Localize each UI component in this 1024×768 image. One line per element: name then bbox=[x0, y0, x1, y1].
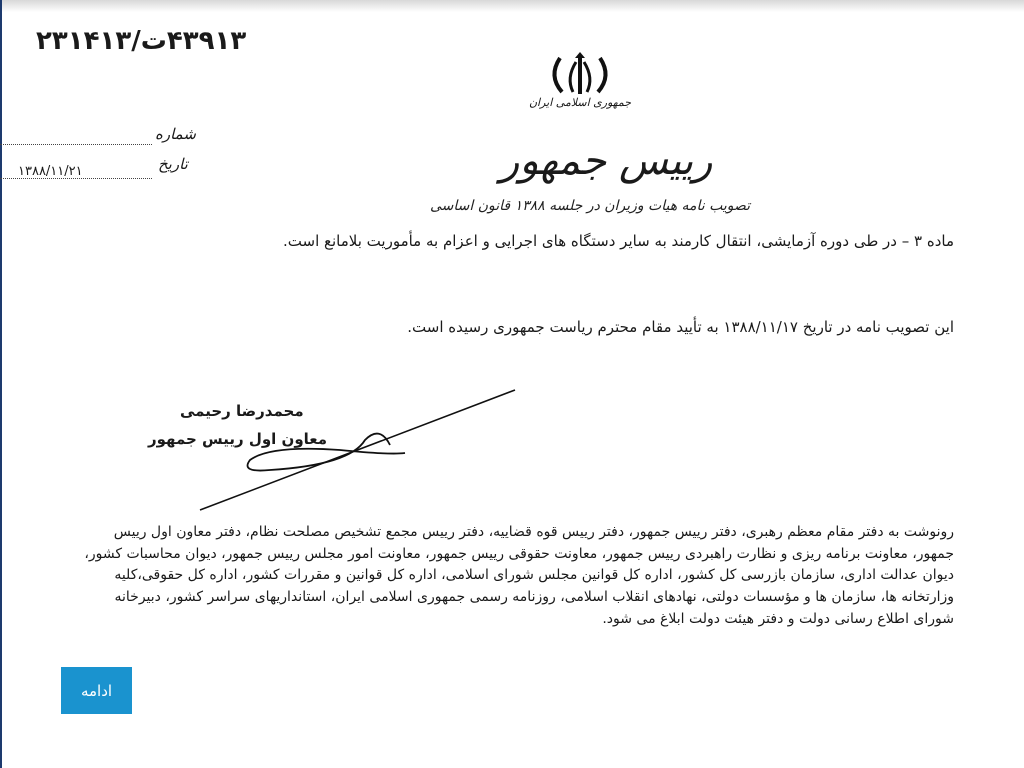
letterhead-title: رییس جمهور bbox=[500, 138, 713, 184]
emblem-caption: جمهوری اسلامی ایران bbox=[528, 96, 632, 109]
article-3-text: ماده ۳ – در طی دوره آزمایشی، انتقال کارمند به سایر دستگاه های اجرایی و اعزام به مأموریت بلامانع است. bbox=[283, 232, 954, 250]
signer-name: محمدرضا رحیمی bbox=[180, 402, 304, 420]
approval-text: این تصویب نامه در تاریخ ۱۳۸۸/۱۱/۱۷ به تأیید مقام محترم ریاست جمهوری رسیده است. bbox=[407, 318, 954, 336]
reference-number: ۴۳۹۱۳ت/۲۳۱۴۱۳ bbox=[36, 26, 247, 56]
date-dotted-line bbox=[0, 178, 152, 179]
cc-distribution-text: رونوشت به دفتر مقام معظم رهبری، دفتر رییس جمهور، دفتر رییس قوه قضاییه، دفتر رییس مجمع تشخیص مصلحت نظام، دفتر معاون اول رییس جمهور، معاونت برنامه ریزی و نظارت راهبردی رییس جمهور، معاونت حقوقی رییس جمهور، معاونت امور مجلس رییس جمهور، دیوان محاسبات کشور، دیوان عدالت اداری، سازمان بازرسی کل کشور، اداره کل قوانین مجلس شورای اسلامی، اداره کل قوانین و مقررات کشور، اداره کل حقوقی،کلیه وزارتخانه ها، سازمان ها و مؤسسات دولتی، نهادهای انقلاب اسلامی، روزنامه رسمی جمهوری اسلامی ایران، استانداریهای سراسر کشور، دبیرخانه شورای اطلاع رسانی دولت و دفتر هیئت دولت ابلاغ می شود. bbox=[84, 524, 954, 627]
left-border bbox=[0, 0, 2, 768]
continue-button[interactable]: ادامه bbox=[61, 667, 132, 714]
number-label: شماره bbox=[155, 125, 196, 143]
number-dotted-line bbox=[0, 144, 152, 145]
signature-icon bbox=[190, 385, 530, 515]
iran-emblem-icon bbox=[540, 52, 620, 98]
letterhead-subtitle: تصویب نامه هیات وزیران در جلسه ۱۳۸۸ قانون اساسی bbox=[430, 198, 751, 214]
date-value: ۱۳۸۸/۱۱/۲۱ bbox=[18, 164, 83, 179]
top-edge bbox=[0, 0, 1024, 12]
signer-title: معاون اول رییس جمهور bbox=[148, 430, 328, 448]
date-label: تاریخ bbox=[158, 155, 188, 173]
